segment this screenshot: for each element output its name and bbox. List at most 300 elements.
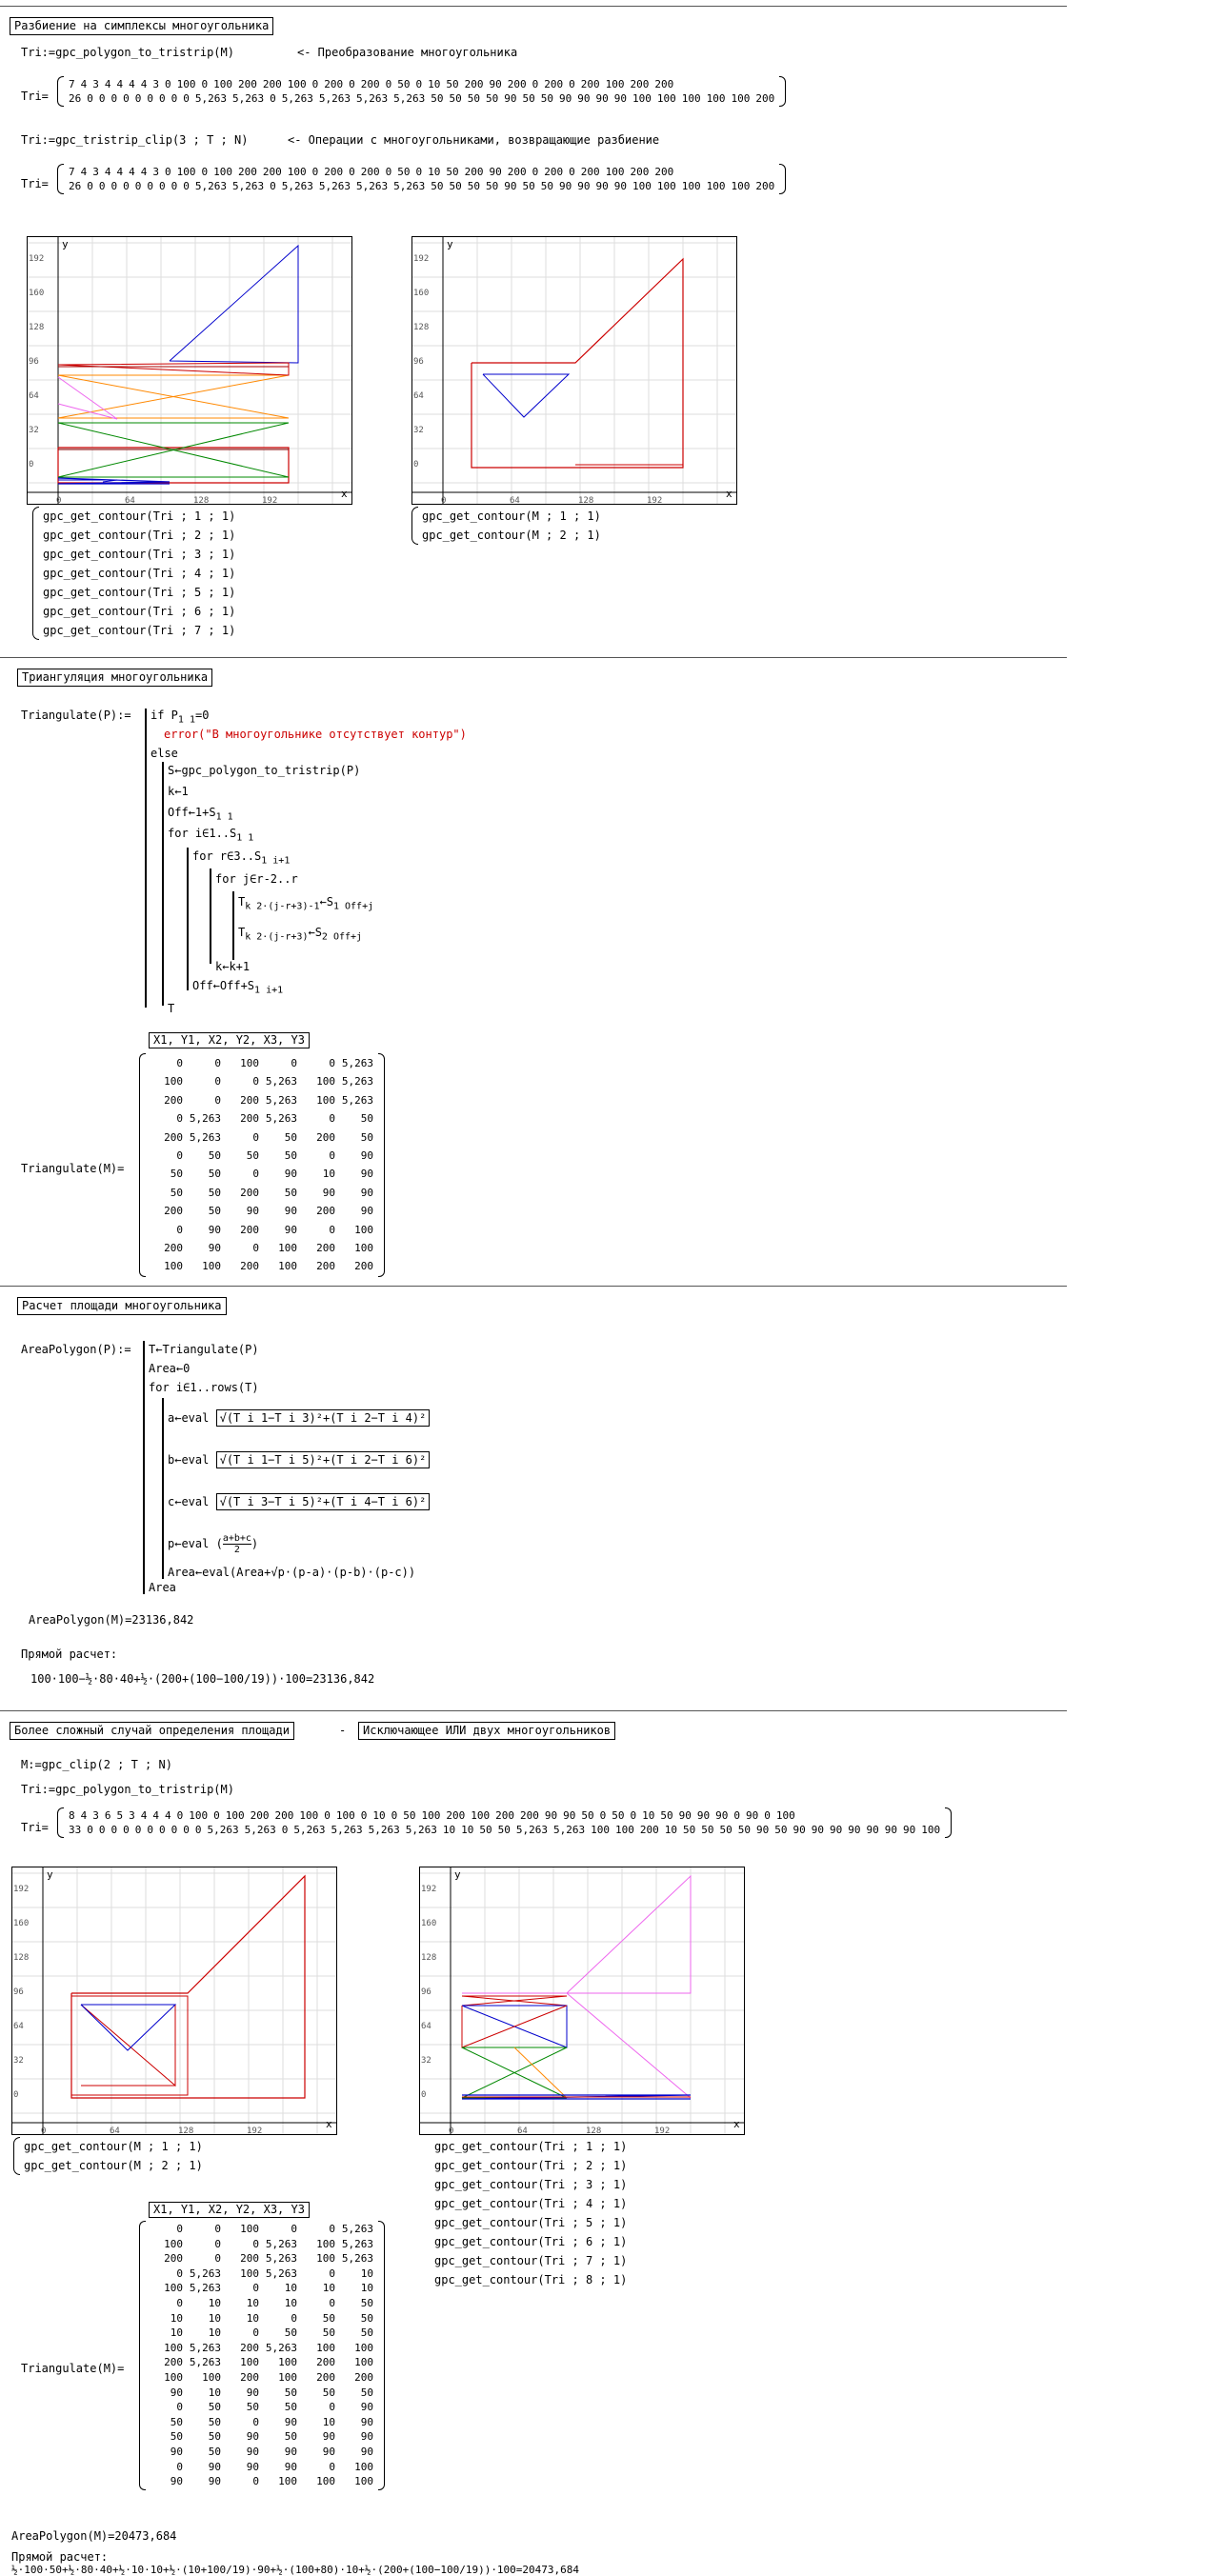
matrix-cell: 0 <box>123 92 130 105</box>
x-tick-label: 128 <box>578 496 594 505</box>
table-cell: 200 <box>240 1112 259 1126</box>
table-cell: 100 <box>316 2237 335 2250</box>
table-row <box>148 1165 376 1183</box>
matrix-cell: 50 <box>701 1824 714 1836</box>
table-cell: 0 <box>252 1242 259 1255</box>
table-cell: 50 <box>284 2326 297 2340</box>
table-cell: 5,263 <box>341 1057 373 1069</box>
matrix-cell: 100 <box>605 166 625 178</box>
matrix-cell: 50 <box>403 1809 416 1822</box>
matrix-cell: 90 <box>577 180 591 192</box>
matrix-cell: 4 <box>80 1809 88 1822</box>
matrix-cell: 5,263 <box>244 1824 276 1836</box>
table-cell: 0 <box>291 2311 297 2325</box>
table-cell: 100 <box>164 1260 183 1273</box>
table-cell: 200 <box>316 2356 335 2369</box>
matrix-cell: 50 <box>467 180 480 192</box>
matrix-cell: 10 <box>428 78 441 90</box>
table-cell: 0 <box>214 1057 221 1069</box>
matrix-cell: 0 <box>176 1809 184 1822</box>
table-cell: 10 <box>246 2296 259 2309</box>
legend-entry: gpc_get_contour(M ; 2 ; 1) <box>24 2159 203 2172</box>
table-cell: 5,263 <box>265 2237 297 2250</box>
matrix-cell: 50 <box>522 92 535 105</box>
y-tick-label: 160 <box>13 1919 30 1928</box>
matrix-cell: 200 <box>274 1809 294 1822</box>
table-row <box>148 1184 376 1202</box>
matrix-cell: 0 <box>311 78 319 90</box>
legend-entry: gpc_get_contour(Tri ; 2 ; 1) <box>434 2159 628 2172</box>
table-cell: 90 <box>360 1149 373 1163</box>
matrix-cell: 50 <box>497 1824 511 1836</box>
table-cell: 0 <box>176 2460 183 2473</box>
y-tick-label: 160 <box>413 289 430 298</box>
table-cell: 90 <box>322 1186 335 1199</box>
y-tick-label: 32 <box>421 2056 431 2066</box>
table-cell: 90 <box>322 2445 335 2458</box>
divider <box>0 6 1067 7</box>
x-tick-label: 64 <box>125 496 135 505</box>
def-clip: M:=gpc_clip(2 ; T ; N) <box>21 1758 172 1771</box>
table-cell: 50 <box>360 1130 373 1144</box>
table-cell: 50 <box>284 2401 297 2414</box>
table-cell: 0 <box>252 1130 259 1144</box>
matrix-cell: 100 <box>656 180 676 192</box>
plot-xor-polygon[interactable] <box>11 1867 337 2135</box>
matrix-cell: 50 <box>719 1824 732 1836</box>
table-cell: 90 <box>360 2415 373 2428</box>
x-tick-label: 128 <box>586 2127 602 2135</box>
matrix-cell: 200 <box>464 78 484 90</box>
y-tick-label: 64 <box>413 391 424 401</box>
table-cell: 50 <box>208 2401 221 2414</box>
matrix-cell: 5,263 <box>368 1824 400 1836</box>
table-row <box>148 2370 376 2386</box>
x-tick-label: 192 <box>262 496 278 505</box>
table-cell: 100 <box>354 2341 373 2354</box>
matrix-cell: 90 <box>848 1824 861 1836</box>
y-tick-label: 0 <box>29 460 34 469</box>
matrix-cell: 200 <box>360 166 380 178</box>
section-title-1: Разбиение на симплексы многоугольника <box>10 17 273 35</box>
table-cell: 50 <box>170 2415 183 2428</box>
matrix-cell: 7 <box>69 166 75 178</box>
y-tick-label: 128 <box>413 323 430 332</box>
table-cell: 5,263 <box>341 2223 373 2235</box>
matrix-cell: 50 <box>397 166 411 178</box>
legend-entry: gpc_get_contour(Tri ; 3 ; 1) <box>43 548 236 561</box>
matrix-cell: 50 <box>683 1824 696 1836</box>
matrix-cell: 10 <box>372 1809 386 1822</box>
plot-tristrip-contours[interactable] <box>27 236 352 505</box>
note-clip: <- Операции с многоугольниками, возвращающие разбиение <box>288 133 660 147</box>
matrix-cell: 5,263 <box>393 92 426 105</box>
table-cell: 0 <box>214 1075 221 1088</box>
legend-entry: gpc_get_contour(M ; 1 ; 1) <box>24 2140 203 2153</box>
table-cell: 50 <box>360 2311 373 2325</box>
table-cell: 100 <box>316 2341 335 2354</box>
matrix-cell: 0 <box>183 180 190 192</box>
tri-label-1: Tri= <box>21 90 49 103</box>
y-tick-label: 0 <box>421 2090 427 2100</box>
matrix-cell: 50 <box>660 1809 673 1822</box>
triangulate-call-1: Triangulate(M)= <box>21 1162 125 1175</box>
table-row <box>148 2296 376 2311</box>
table-row <box>148 2415 376 2430</box>
matrix-cell: 0 <box>532 166 539 178</box>
y-tick-label: 64 <box>421 2022 431 2031</box>
matrix-cell: 0 <box>630 1809 637 1822</box>
matrix-cell: 0 <box>165 78 171 90</box>
tri-label-2: Tri= <box>21 177 49 190</box>
triangulate-result-1 <box>139 1053 385 1277</box>
legend-right-1 <box>411 507 601 545</box>
matrix-cell: 90 <box>544 1809 558 1822</box>
table-cell: 90 <box>246 2430 259 2444</box>
matrix-cell: 0 <box>171 180 178 192</box>
table-cell: 90 <box>208 2475 221 2488</box>
matrix-cell: 200 <box>238 166 257 178</box>
section-title-2: Триангуляция многоугольника <box>17 669 212 687</box>
legend-entry: gpc_get_contour(Tri ; 6 ; 1) <box>434 2235 628 2248</box>
table-cell: 50 <box>170 2430 183 2444</box>
matrix-cell: 50 <box>397 78 411 90</box>
matrix-cell: 50 <box>431 92 444 105</box>
area-result-2: AreaPolygon(M)=20473,684 <box>11 2529 177 2543</box>
y-axis-label: y <box>447 238 453 250</box>
matrix-cell: 26 <box>69 180 82 192</box>
matrix-cell: 200 <box>544 78 564 90</box>
table-row <box>148 2474 376 2489</box>
matrix-cell: 100 <box>731 92 751 105</box>
table-cell: 200 <box>164 1205 183 1218</box>
matrix-cell: 0 <box>98 1824 106 1836</box>
table-cell: 0 <box>252 2475 259 2488</box>
table-cell: 90 <box>284 1168 297 1181</box>
table-row <box>148 1221 376 1239</box>
table-cell: 0 <box>252 2415 259 2428</box>
matrix-cell: 90 <box>595 180 609 192</box>
matrix-cell: 7 <box>69 78 75 90</box>
table-row <box>148 2355 376 2370</box>
divider <box>0 1286 1067 1287</box>
y-tick-label: 32 <box>29 426 39 435</box>
matrix-cell: 0 <box>385 166 392 178</box>
matrix-cell: 100 <box>681 92 701 105</box>
table-cell: 50 <box>170 1186 183 1199</box>
y-tick-label: 0 <box>13 2090 19 2100</box>
legend-left-1 <box>32 507 235 640</box>
table-cell: 0 <box>329 2460 335 2473</box>
table-cell: 0 <box>252 1075 259 1088</box>
direct-label-2: Прямой расчет: <box>11 2550 109 2564</box>
table-row <box>148 2251 376 2266</box>
table-cell: 5,263 <box>341 2252 373 2266</box>
table-row <box>148 1257 376 1275</box>
table-cell: 10 <box>284 2296 297 2309</box>
matrix-cell: 50 <box>486 92 499 105</box>
legend-entry: gpc_get_contour(Tri ; 7 ; 1) <box>434 2254 628 2267</box>
matrix-cell: 90 <box>563 1809 576 1822</box>
table-cell: 90 <box>284 1223 297 1236</box>
matrix-cell: 200 <box>324 166 344 178</box>
tri-matrix-1 <box>57 76 786 107</box>
x-tick-label: 64 <box>510 496 520 505</box>
table-cell: 90 <box>208 1223 221 1236</box>
table-cell: 90 <box>360 1186 373 1199</box>
table-cell: 10 <box>322 2415 335 2428</box>
table-cell: 100 <box>164 2341 183 2354</box>
matrix-cell: 50 <box>486 180 499 192</box>
matrix-cell: 90 <box>613 92 627 105</box>
matrix-cell: 90 <box>504 92 517 105</box>
matrix-cell: 0 <box>98 92 106 105</box>
table-row <box>148 2386 376 2401</box>
matrix-cell: 90 <box>678 1809 692 1822</box>
y-tick-label: 160 <box>421 1919 437 1928</box>
y-tick-label: 192 <box>29 254 45 264</box>
table-cell: 10 <box>322 2282 335 2295</box>
table-cell: 200 <box>316 1130 335 1144</box>
matrix-cell: 0 <box>110 180 118 192</box>
table-row <box>148 2429 376 2445</box>
table-cell: 5,263 <box>341 1075 373 1088</box>
matrix-cell: 200 <box>464 166 484 178</box>
y-tick-label: 128 <box>29 323 45 332</box>
table-cell: 0 <box>176 2266 183 2280</box>
table-cell: 0 <box>176 2296 183 2309</box>
tri-matrix-3 <box>57 1807 952 1838</box>
tri-matrix-2 <box>57 164 786 194</box>
matrix-cell: 4 <box>116 166 124 178</box>
table-cell: 50 <box>360 2296 373 2309</box>
table-cell: 0 <box>214 2252 221 2266</box>
matrix-cell: 90 <box>559 92 572 105</box>
matrix-cell: 6 <box>104 1809 111 1822</box>
table-cell: 100 <box>316 2475 335 2488</box>
matrix-cell: 90 <box>793 1824 806 1836</box>
matrix-cell: 90 <box>866 1824 879 1836</box>
matrix-cell: 100 <box>176 78 196 90</box>
table-cell: 100 <box>354 2356 373 2369</box>
matrix-cell: 90 <box>489 78 502 90</box>
x-axis-label: x <box>326 2118 332 2130</box>
table-cell: 100 <box>164 2237 183 2250</box>
matrix-cell: 5,263 <box>207 1824 239 1836</box>
y-tick-label: 96 <box>29 357 39 367</box>
table-cell: 100 <box>278 2356 297 2369</box>
matrix-cell: 3 <box>152 166 159 178</box>
matrix-cell: 0 <box>165 166 171 178</box>
table-cell: 100 <box>240 2356 259 2369</box>
matrix-cell: 100 <box>591 1824 610 1836</box>
matrix-cell: 5,263 <box>515 1824 548 1836</box>
table-cell: 50 <box>284 1130 297 1144</box>
matrix-cell: 50 <box>446 78 459 90</box>
triangulate-call-2: Triangulate(M)= <box>21 2362 125 2375</box>
matrix-cell: 0 <box>599 1809 607 1822</box>
legend-left-2 <box>13 2137 203 2175</box>
matrix-cell: 100 <box>632 180 652 192</box>
table-cell: 5,263 <box>189 2282 221 2295</box>
legend-entry: gpc_get_contour(Tri ; 5 ; 1) <box>43 586 236 599</box>
matrix-cell: 100 <box>287 166 307 178</box>
matrix-cell: 5,263 <box>553 1824 586 1836</box>
matrix-cell: 100 <box>656 92 676 105</box>
table-cell: 0 <box>329 1112 335 1126</box>
table-cell: 0 <box>252 2326 259 2340</box>
matrix-cell: 0 <box>194 1824 202 1836</box>
def-tristrip-2: Tri:=gpc_polygon_to_tristrip(M) <box>21 1783 234 1796</box>
matrix-cell: 0 <box>171 1824 178 1836</box>
matrix-cell: 200 <box>238 78 257 90</box>
matrix-cell: 100 <box>299 1809 319 1822</box>
matrix-cell: 90 <box>746 1809 759 1822</box>
table-cell: 200 <box>164 1242 183 1255</box>
matrix-cell: 50 <box>774 1824 788 1836</box>
y-tick-label: 128 <box>13 1953 30 1963</box>
table-cell: 100 <box>240 2266 259 2280</box>
matrix-cell: 5,263 <box>232 180 265 192</box>
matrix-cell: 200 <box>580 166 600 178</box>
table-row <box>148 2445 376 2460</box>
table-cell: 100 <box>240 1057 259 1069</box>
matrix-cell: 90 <box>884 1824 897 1836</box>
matrix-cell: 100 <box>921 1824 941 1836</box>
table-cell: 100 <box>278 1260 297 1273</box>
x-tick-label: 128 <box>178 2127 194 2135</box>
table-cell: 10 <box>284 2282 297 2295</box>
y-tick-label: 192 <box>413 254 430 264</box>
matrix-cell: 4 <box>80 78 88 90</box>
matrix-cell: 100 <box>225 1809 245 1822</box>
note-transform: <- Преобразование многоугольника <box>297 46 518 59</box>
table-cell: 200 <box>164 2356 183 2369</box>
x-tick-label: 128 <box>193 496 210 505</box>
plot-xor-tristrip[interactable] <box>419 1867 745 2135</box>
x-tick-label: 0 <box>441 496 447 505</box>
direct-calc-1: 100·100−½·80·40+½·(200+(100−100/19))·100=23136,842 <box>30 1672 375 1686</box>
matrix-cell: 100 <box>706 180 726 192</box>
table-cell: 50 <box>322 2311 335 2325</box>
table-cell: 5,263 <box>189 2266 221 2280</box>
area-def: AreaPolygon(P):= <box>21 1343 131 1356</box>
y-tick-label: 192 <box>421 1885 437 1894</box>
matrix-cell: 0 <box>385 78 392 90</box>
table-row <box>148 2237 376 2252</box>
matrix-cell: 4 <box>104 78 111 90</box>
matrix-cell: 0 <box>147 180 153 192</box>
table-cell: 90 <box>360 2445 373 2458</box>
matrix-cell: 200 <box>580 78 600 90</box>
table-cell: 5,263 <box>265 2266 297 2280</box>
table-row <box>148 1072 376 1090</box>
area-result: AreaPolygon(M)=23136,842 <box>29 1613 194 1627</box>
table-row <box>148 2281 376 2296</box>
matrix-cell: 0 <box>349 166 355 178</box>
matrix-cell: 5,263 <box>194 92 227 105</box>
matrix-cell: 100 <box>213 166 232 178</box>
table-cell: 10 <box>170 2311 183 2325</box>
legend-right-2 <box>425 2137 627 2289</box>
matrix-cell: 0 <box>134 1824 142 1836</box>
matrix-cell: 4 <box>140 78 148 90</box>
table-cell: 5,263 <box>189 2356 221 2369</box>
matrix-cell: 10 <box>442 1824 456 1836</box>
matrix-cell: 0 <box>360 1809 368 1822</box>
table-cell: 5,263 <box>189 2341 221 2354</box>
table-cell: 200 <box>316 2370 335 2384</box>
plot-polygons-MN[interactable] <box>411 236 737 505</box>
table-cell: 200 <box>240 2252 259 2266</box>
table-cell: 50 <box>322 2386 335 2399</box>
matrix-cell: 5,263 <box>356 180 389 192</box>
matrix-cell: 200 <box>654 78 674 90</box>
matrix-cell: 4 <box>129 78 135 90</box>
table-cell: 0 <box>291 1057 297 1069</box>
matrix-cell: 3 <box>92 1809 99 1822</box>
table-cell: 90 <box>170 2386 183 2399</box>
legend-entry: gpc_get_contour(Tri ; 7 ; 1) <box>43 624 236 637</box>
x-tick-label: 0 <box>41 2127 47 2135</box>
table-cell: 5,263 <box>265 1093 297 1107</box>
y-tick-label: 32 <box>413 426 424 435</box>
matrix-cell: 0 <box>764 1809 771 1822</box>
matrix-cell: 10 <box>428 166 441 178</box>
matrix-cell: 50 <box>522 180 535 192</box>
matrix-cell: 100 <box>706 92 726 105</box>
table-row <box>148 1109 376 1128</box>
table-row <box>148 2311 376 2326</box>
matrix-cell: 0 <box>159 180 166 192</box>
table-cell: 10 <box>360 2266 373 2280</box>
table-cell: 100 <box>354 1242 373 1255</box>
table-cell: 90 <box>284 2415 297 2428</box>
matrix-cell: 90 <box>559 180 572 192</box>
table-cell: 0 <box>176 1223 183 1236</box>
table-cell: 0 <box>214 2237 221 2250</box>
matrix-cell: 100 <box>681 180 701 192</box>
matrix-cell: 50 <box>446 166 459 178</box>
matrix-cell: 90 <box>595 92 609 105</box>
matrix-cell: 0 <box>147 92 153 105</box>
table-cell: 0 <box>291 2223 297 2235</box>
table-cell: 90 <box>246 2386 259 2399</box>
table-cell: 0 <box>329 2401 335 2414</box>
matrix-cell: 0 <box>159 1824 166 1836</box>
table-cell: 50 <box>246 1149 259 1163</box>
legend-entry: gpc_get_contour(Tri ; 1 ; 1) <box>43 509 236 523</box>
y-axis-label: y <box>62 238 69 250</box>
table-row <box>148 2460 376 2475</box>
matrix-cell: 26 <box>69 92 82 105</box>
matrix-cell: 90 <box>715 1809 729 1822</box>
matrix-cell: 5,263 <box>232 92 265 105</box>
table-cell: 200 <box>354 1260 373 1273</box>
x-axis-label: x <box>733 2118 740 2130</box>
table-cell: 5,263 <box>189 1112 221 1126</box>
table-cell: 50 <box>246 2401 259 2414</box>
table-cell: 0 <box>329 2266 335 2280</box>
matrix-cell: 50 <box>737 1824 751 1836</box>
legend-entry: gpc_get_contour(Tri ; 4 ; 1) <box>43 567 236 580</box>
table-cell: 200 <box>164 1130 183 1144</box>
x-axis-label: x <box>726 488 732 500</box>
matrix-cell: 0 <box>183 1824 190 1836</box>
matrix-cell: 0 <box>569 78 575 90</box>
table-row <box>148 2222 376 2237</box>
matrix-cell: 200 <box>755 180 775 192</box>
